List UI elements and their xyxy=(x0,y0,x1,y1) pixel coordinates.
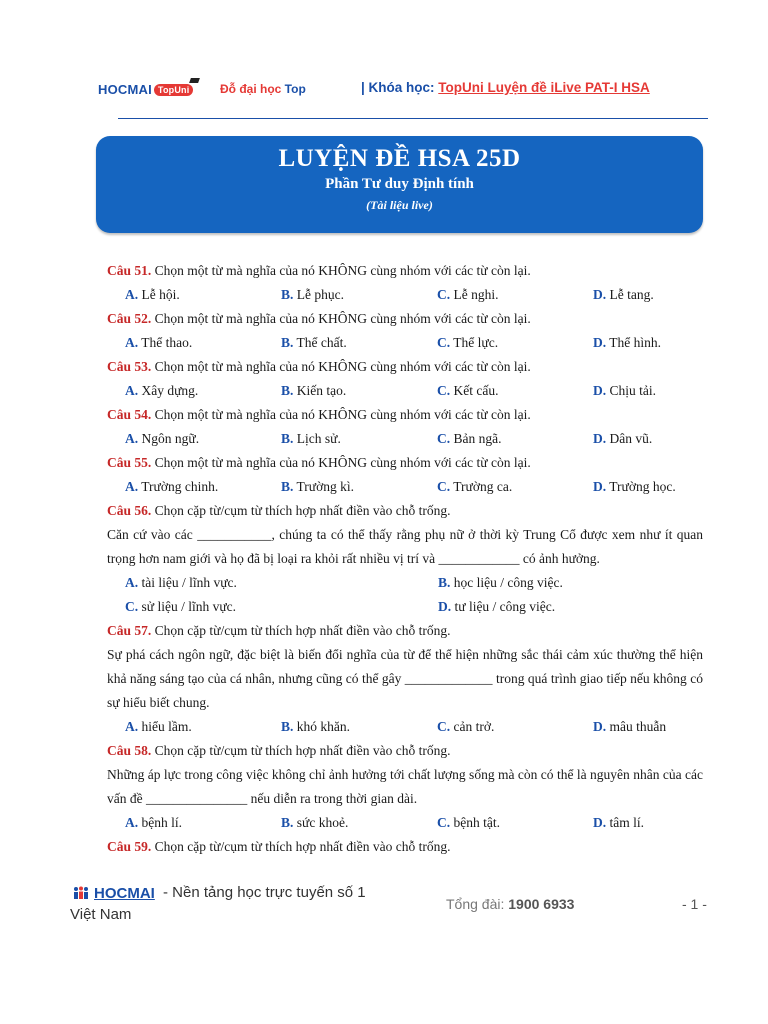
question-passage: Những áp lực trong công việc không chỉ ảnh hưởng tới chất lượng sống mà còn có thể là nguyên nhân của các vấn đề _______________ nếu diễn ra trong thời gian dài. xyxy=(107,767,703,806)
options-row xyxy=(107,475,703,499)
page-number: - 1 - xyxy=(682,896,707,912)
question-passage: Căn cứ vào các ___________, chúng ta có thể thấy rằng phụ nữ ở thời kỳ Trung Cổ được xem như ít quan trọng hơn nam giới và họ đã bị loại ra khỏi rất nhiều vị trí và ____________ có ảnh hưởng. xyxy=(107,527,703,566)
question-number: Câu 54. xyxy=(107,407,152,422)
topuni-tag-label: TopUni xyxy=(157,85,190,95)
course-title xyxy=(361,80,650,95)
option-text: Thể lực. xyxy=(453,335,499,350)
option-letter: C. xyxy=(125,599,139,614)
option-letter: B. xyxy=(281,431,294,446)
hotline-number: 1900 6933 xyxy=(508,896,575,912)
question-prompt xyxy=(107,835,703,859)
answer-option[interactable] xyxy=(437,379,593,403)
answer-option[interactable] xyxy=(125,331,281,355)
question-prompt xyxy=(107,451,703,475)
option-text: Dân vũ. xyxy=(609,431,653,446)
option-text: mâu thuẫn xyxy=(609,719,667,734)
answer-option[interactable] xyxy=(281,427,437,451)
option-text: Kết cấu. xyxy=(453,383,499,398)
question-text: Chọn cặp từ/cụm từ thích hợp nhất điền vào chỗ trống. xyxy=(154,503,451,518)
option-text: Trường chinh. xyxy=(141,479,219,494)
option-letter: A. xyxy=(125,575,139,590)
option-text: Thể thao. xyxy=(141,335,193,350)
answer-option[interactable] xyxy=(125,571,438,595)
option-text: Thể chất. xyxy=(296,335,347,350)
option-text: Chịu tải. xyxy=(609,383,656,398)
option-text: Trường học. xyxy=(609,479,676,494)
option-text: Xây dựng. xyxy=(141,383,199,398)
option-letter: A. xyxy=(125,815,139,830)
option-letter: B. xyxy=(281,815,294,830)
option-letter: C. xyxy=(437,479,451,494)
answer-option[interactable] xyxy=(281,475,437,499)
graduation-cap-icon xyxy=(190,78,201,83)
option-text: hiểu lầm. xyxy=(141,719,192,734)
slogan-top: Top xyxy=(284,82,306,96)
option-text: Lễ hội. xyxy=(141,287,180,302)
document-note: (Tài liệu live) xyxy=(366,198,433,212)
option-text: tư liệu / công việc. xyxy=(454,599,556,614)
answer-option[interactable] xyxy=(281,283,437,307)
option-letter: B. xyxy=(281,383,294,398)
question-number: Câu 53. xyxy=(107,359,152,374)
document-title: LUYỆN ĐỀ HSA 25D xyxy=(278,145,521,172)
option-text: tài liệu / lĩnh vực. xyxy=(141,575,237,590)
question-prompt xyxy=(107,619,703,643)
question-prompt xyxy=(107,499,703,523)
answer-option[interactable] xyxy=(281,715,437,739)
option-letter: D. xyxy=(593,335,607,350)
slogan-prefix: Đỗ đại học xyxy=(220,82,285,96)
page-footer xyxy=(70,882,710,932)
option-text: khó khăn. xyxy=(296,719,351,734)
option-letter: D. xyxy=(593,719,607,734)
question-list xyxy=(107,259,703,859)
option-text: Lịch sử. xyxy=(296,431,341,446)
answer-option[interactable] xyxy=(437,331,593,355)
option-letter: D. xyxy=(593,287,607,302)
answer-option[interactable] xyxy=(438,571,721,595)
answer-option[interactable] xyxy=(593,715,721,739)
question-number: Câu 59. xyxy=(107,839,152,854)
footer-logo[interactable] xyxy=(72,884,155,902)
answer-option[interactable] xyxy=(125,283,281,307)
option-text: Kiến tạo. xyxy=(296,383,347,398)
answer-option[interactable] xyxy=(281,811,437,835)
option-letter: D. xyxy=(438,599,452,614)
options-row xyxy=(107,595,703,619)
option-text: Trường ca. xyxy=(453,479,513,494)
option-text: tâm lí. xyxy=(609,815,644,830)
option-letter: B. xyxy=(281,719,294,734)
option-text: bệnh tật. xyxy=(453,815,500,830)
option-letter: A. xyxy=(125,383,139,398)
option-letter: A. xyxy=(125,431,139,446)
answer-option[interactable] xyxy=(437,475,593,499)
option-text: sức khoẻ. xyxy=(296,815,349,830)
answer-option[interactable] xyxy=(437,283,593,307)
option-letter: A. xyxy=(125,335,139,350)
footer-description: - Nền tảng học trực tuyến số 1 xyxy=(163,884,366,901)
option-text: học liệu / công việc. xyxy=(453,575,563,590)
option-text: sử liệu / lĩnh vực. xyxy=(141,599,236,614)
option-text: Lễ tang. xyxy=(609,287,654,302)
option-text: Trường kì. xyxy=(296,479,355,494)
page-header xyxy=(0,70,768,110)
question-text: Chọn cặp từ/cụm từ thích hợp nhất điền vào chỗ trống. xyxy=(154,623,451,638)
question-number: Câu 52. xyxy=(107,311,152,326)
options-row xyxy=(107,571,703,595)
question-number: Câu 58. xyxy=(107,743,152,758)
question-prompt xyxy=(107,307,703,331)
option-text: Bản ngã. xyxy=(453,431,502,446)
option-letter: D. xyxy=(593,815,607,830)
answer-option[interactable] xyxy=(593,811,721,835)
option-letter: C. xyxy=(437,287,451,302)
answer-option[interactable] xyxy=(125,475,281,499)
course-link[interactable]: TopUni Luyện đề iLive PAT-I HSA xyxy=(438,80,650,95)
question-passage: Sự phá cách ngôn ngữ, đặc biệt là biến đổi nghĩa của từ để thể hiện những sắc thái cảm xúc thường thể hiện khả năng sáng tạo của cá nhân, nhưng cũng có thể gây _____________ trong quá trình giao tiếp nếu không có sự hiểu biết chung. xyxy=(107,647,703,710)
option-letter: D. xyxy=(593,431,607,446)
options-row xyxy=(107,811,703,835)
question-text: Chọn một từ mà nghĩa của nó KHÔNG cùng nhóm với các từ còn lại. xyxy=(154,311,531,326)
option-letter: A. xyxy=(125,479,139,494)
option-text: cản trở. xyxy=(453,719,495,734)
footer-description-line2: Việt Nam xyxy=(70,906,132,923)
question-text: Chọn một từ mà nghĩa của nó KHÔNG cùng nhóm với các từ còn lại. xyxy=(154,263,531,278)
option-text: Lễ nghi. xyxy=(453,287,499,302)
answer-option[interactable] xyxy=(593,331,721,355)
answer-option[interactable] xyxy=(593,379,721,403)
option-letter: B. xyxy=(438,575,451,590)
document-subtitle: Phần Tư duy Định tính xyxy=(325,176,474,192)
option-text: bệnh lí. xyxy=(141,815,182,830)
option-letter: C. xyxy=(437,335,451,350)
answer-option[interactable] xyxy=(281,379,437,403)
header-slogan xyxy=(220,82,306,96)
answer-option[interactable] xyxy=(125,379,281,403)
question-text: Chọn cặp từ/cụm từ thích hợp nhất điền vào chỗ trống. xyxy=(154,839,451,854)
options-row xyxy=(107,283,703,307)
footer-brand: HOCMAI xyxy=(94,885,155,902)
option-letter: B. xyxy=(281,479,294,494)
title-banner xyxy=(96,136,703,233)
options-row xyxy=(107,331,703,355)
question-text: Chọn cặp từ/cụm từ thích hợp nhất điền vào chỗ trống. xyxy=(154,743,451,758)
answer-option[interactable] xyxy=(437,715,593,739)
option-letter: D. xyxy=(593,383,607,398)
option-letter: D. xyxy=(593,479,607,494)
question-number: Câu 51. xyxy=(107,263,152,278)
hotline xyxy=(446,896,574,912)
question-text: Chọn một từ mà nghĩa của nó KHÔNG cùng nhóm với các từ còn lại. xyxy=(154,455,531,470)
answer-option[interactable] xyxy=(125,595,438,619)
question-text: Chọn một từ mà nghĩa của nó KHÔNG cùng nhóm với các từ còn lại. xyxy=(154,407,531,422)
option-letter: C. xyxy=(437,719,451,734)
hocmai-logo xyxy=(98,82,193,97)
option-letter: B. xyxy=(281,335,294,350)
answer-option[interactable] xyxy=(281,331,437,355)
course-label: | Khóa học: xyxy=(361,80,439,95)
question-number: Câu 55. xyxy=(107,455,152,470)
answer-option[interactable] xyxy=(593,475,721,499)
option-letter: C. xyxy=(437,815,451,830)
answer-option[interactable] xyxy=(438,595,721,619)
option-text: Thể hình. xyxy=(609,335,662,350)
option-letter: C. xyxy=(437,383,451,398)
question-prompt xyxy=(107,259,703,283)
question-prompt xyxy=(107,739,703,763)
hotline-label: Tổng đài: xyxy=(446,896,509,912)
option-text: Lễ phục. xyxy=(296,287,344,302)
hocmai-people-icon xyxy=(72,886,90,900)
option-letter: B. xyxy=(281,287,294,302)
option-text: Ngôn ngữ. xyxy=(141,431,200,446)
answer-option[interactable] xyxy=(593,283,721,307)
brand-name: HOCMAI xyxy=(98,82,152,97)
option-letter: A. xyxy=(125,287,139,302)
answer-option[interactable] xyxy=(437,427,593,451)
options-row xyxy=(107,715,703,739)
header-divider xyxy=(118,118,708,119)
options-row xyxy=(107,379,703,403)
answer-option[interactable] xyxy=(125,811,281,835)
answer-option[interactable] xyxy=(125,427,281,451)
topuni-tag xyxy=(154,84,194,96)
answer-option[interactable] xyxy=(125,715,281,739)
option-letter: A. xyxy=(125,719,139,734)
option-letter: C. xyxy=(437,431,451,446)
answer-option[interactable] xyxy=(593,427,721,451)
question-number: Câu 57. xyxy=(107,623,152,638)
options-row xyxy=(107,427,703,451)
question-number: Câu 56. xyxy=(107,503,152,518)
question-prompt xyxy=(107,403,703,427)
question-prompt xyxy=(107,355,703,379)
question-text: Chọn một từ mà nghĩa của nó KHÔNG cùng nhóm với các từ còn lại. xyxy=(154,359,531,374)
answer-option[interactable] xyxy=(437,811,593,835)
